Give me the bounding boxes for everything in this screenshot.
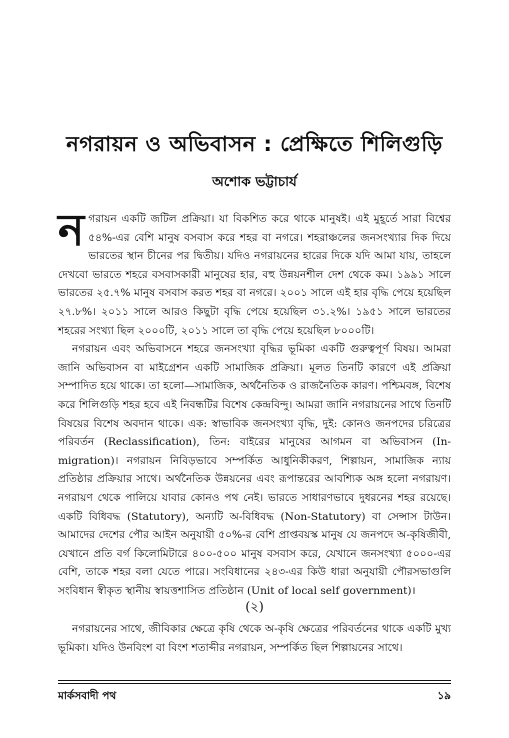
footer-divider-thin — [58, 683, 451, 684]
page-number: ১৯ — [437, 690, 451, 702]
article-author: অশোক ভট্টাচার্য — [212, 174, 297, 190]
section-number: (২) — [245, 600, 264, 615]
drop-cap: ন — [58, 205, 85, 256]
paragraph-2: নগরায়ন এবং অভিবাসনে শহরে জনসংখ্যা বৃদ্ধির ভূমিকা একটি গুরুত্বপূর্ণ বিষয়। আমরা জানি অভিবাসন বা মাইগ্রেশন একটি সামাজিক প্রক্রিয়া। মূলত তিনটি কারণে এই প্রক্রিয়া সম্পাদিত হয়ে থাকে। তা হলো—সামাজিক, অর্থনৈতিক ও রাজনৈতিক কারণ। পশ্চিমবঙ্গ, বিশেষ করে শিলিগুড়ি শহর হবে এই নিবন্ধটির বিশেষ কেন্দ্রবিন্দু। আমরা জানি নগরায়নের সাথে তিনটি বিষয়ের বিশেষ অবদান থাকে। এক: স্বাভাবিক জনসংখ্যা বৃদ্ধি, দুই: কোনও জনপদের চরিত্রের পরিবর্তন (Reclassification), তিন: বাইরের মানুষের আগমন বা অভিবাসন (In-migration)। নগরায়ন নিবিড়ভাবে সম্পর্কিত আধুনিকীকরণ, শিল্পায়ন, সামাজিক ন্যায় প্রতিষ্ঠার প্রক্রিয়ার সাথে। অর্থনৈতিক উন্নয়নের এবং রূপান্তরের আবশ্যিক অঙ্গ হলো নগরায়ণ। নগরায়ণ থেকে পালিয়ে যাবার কোনও পথ নেই। ভারতে সাধারণভাবে দুধরনের শহর রয়েছে। একটি বিধিবদ্ধ (Statutory), অন্যটি অ-বিধিবদ্ধ (Non-Statutory) বা সেন্সাস টাউন। আমাদের দেশের পৌর আইন অনুযায়ী ৫০%-র বেশি প্রাপ্তবয়স্ক মানুষ যে জনপদে অ-কৃষিজীবী, যেখানে প্রতি বর্গ কিলোমিটারে ৪০০-৫০০ মানুষ বসবাস করে, যেখানে জনসংখ্যা ৫০০০-এর বেশি, তাকে শহর বলা যেতে পারে। সংবিধানের ২৪৩-এর কিউ ধারা অনুযায়ী পৌরসভাগুলি সংবিধান স্বীকৃত স্থানীয় স্বায়ত্তশাসিত প্রতিষ্ঠান (Unit of local self government)। — [58, 343, 451, 597]
paragraph-1-text: গরায়ন একটি জটিল প্রক্রিয়া। যা বিকশিত করে থাকে মানুষই। এই মুহূর্তে সারা বিশ্বের ৫৪%-এর বেশি মানুষ বসবাস করে শহর বা নগরে। শহরাঞ্চলের জনসংখ্যার দিক দিয়ে ভারতের স্থান চীনের পর দ্বিতীয়। যদিও নগরায়নের হারের দিকে যদি আমা যায়, তাহলে দেখবো ভারতে শহরে বসবাসকারী মানুষের হার, বহু উন্নয়নশীল দেশ থেকে কম। ১৯৯১ সালে ভারতের ২৫.৭% মানুষ বসবাস করত শহর বা নগরে। ২০০১ সালে এই হার বৃদ্ধি পেয়ে হয়েছিল ২৭.৮%। ২০১১ সালে আরও কিছুটা বৃদ্ধি পেয়ে হয়েছিল ৩১.২%। ১৯৫১ সালে ভারতের শহরের সংখ্যা ছিল ২০০০টি, ২০১১ সালে তা বৃদ্ধি পেয়ে হয়েছিল ৮০০০টি। — [58, 213, 451, 337]
article-title: নগরায়ন ও অভিবাসন : প্রেক্ষিতে শিলিগুড়ি — [66, 132, 443, 156]
paragraph-1 — [58, 205, 451, 340]
journal-name: মার্কসবাদী পথ — [58, 690, 117, 702]
article-body-section-2 — [58, 620, 451, 657]
article-body — [58, 205, 451, 600]
footer-divider — [58, 680, 451, 681]
paragraph-3: নগরায়নের সাথে, জীবিকার ক্ষেত্রে কৃষি থেকে অ-কৃষি ক্ষেত্রের পরিবর্তনের থাকে একটি মুখ্য ভূমিকা। যদিও উনবিংশ বা বিংশ শতাব্দীর নগরায়ন, সম্পর্কিত ছিল শিল্পায়নের সাথে। — [58, 623, 451, 654]
